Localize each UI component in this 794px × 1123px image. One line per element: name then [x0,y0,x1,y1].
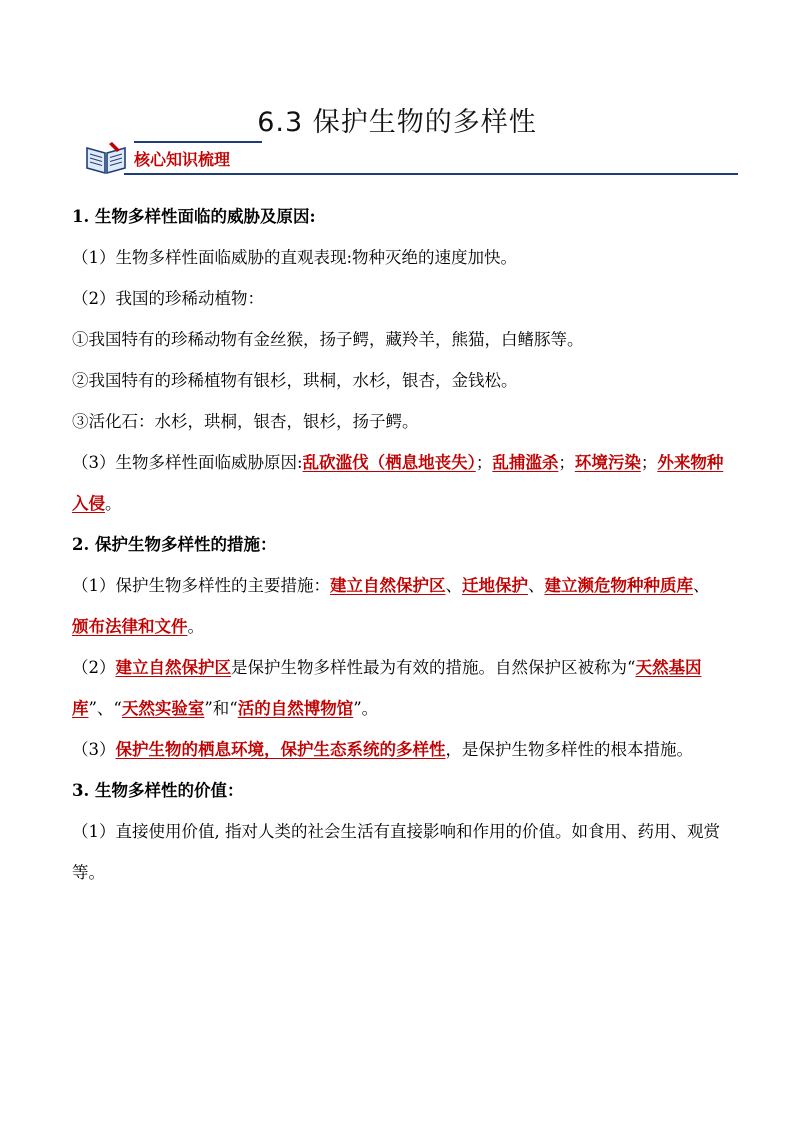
text: （3） [72,740,116,759]
text: （3）生物多样性面临威胁原因: [72,453,303,472]
paragraph: ①我国特有的珍稀动物有金丝猴，扬子鳄，藏羚羊，熊猫，白鳍豚等。 [72,330,584,349]
key-term: 迁地保护 [462,576,528,595]
header-bottom-rule [124,173,738,175]
paragraph-main-measures [72,565,724,647]
section-label: 核心知识梳理 [134,150,231,169]
page-title: 6.3 保护生物的多样性 [257,107,537,138]
paragraph-fundamental-measure [72,729,724,770]
paragraph: ③活化石：水杉，珙桐，银杏，银杉，扬子鳄。 [72,412,419,431]
document-body [72,196,724,893]
key-term: 乱砍滥伐（栖息地丧失） [302,453,476,472]
key-term: 环境污染 [574,453,641,472]
paragraph: ②我国特有的珍稀植物有银杉，珙桐，水杉，银杏，金钱松。 [72,371,518,390]
key-term: 乱捕滥杀 [492,453,559,472]
key-term: 天然基因库 [72,658,702,718]
key-term: 颁布法律和文件 [72,617,188,636]
heading-value: 3. 生物多样性的价值： [72,781,244,800]
header-top-rule [134,141,262,143]
text: ”、“ [88,699,122,718]
text: ”。 [353,699,379,718]
heading-threats: 1. 生物多样性面临的威胁及原因: [72,207,316,226]
text: （2） [72,658,116,677]
key-term: 活的自然博物馆 [237,699,354,718]
paragraph: （1）生物多样性面临威胁的直观表现:物种灭绝的速度加快。 [72,248,518,267]
text: 、 [693,576,710,595]
key-term: 建立自然保护区 [115,658,231,677]
paragraph-nature-reserve [72,647,724,729]
text: 。 [105,494,122,513]
text: 是保护生物多样性最为有效的措施。自然保护区被称为“ [231,658,636,677]
text: ； [475,453,493,472]
key-term: 建立自然保护区 [330,576,446,595]
text: ； [558,453,575,472]
key-term: 保护生物的栖息环境，保护生态系统的多样性 [115,740,446,759]
book-icon [84,140,128,176]
text: ”和“ [204,699,238,718]
key-term: 建立濒危物种种质库 [544,576,693,595]
paragraph: （1）直接使用价值, 指对人类的社会生活有直接影响和作用的价值。如食用、药用、观赏等。 [72,822,720,882]
text: ； [640,453,658,472]
section-header [84,138,738,178]
paragraph-threat-causes [72,442,724,524]
text: 。 [187,617,204,636]
heading-measures: 2. 保护生物多样性的措施： [72,535,277,554]
key-term: 天然实验室 [121,699,205,718]
text: 、 [528,576,545,595]
text: ，是保护生物多样性的根本措施。 [445,740,693,759]
text: 、 [445,576,462,595]
key-term: 外来物种入侵 [72,453,724,513]
paragraph: （2）我国的珍稀动植物： [72,289,264,308]
text: （1）保护生物多样性的主要措施： [72,576,330,595]
